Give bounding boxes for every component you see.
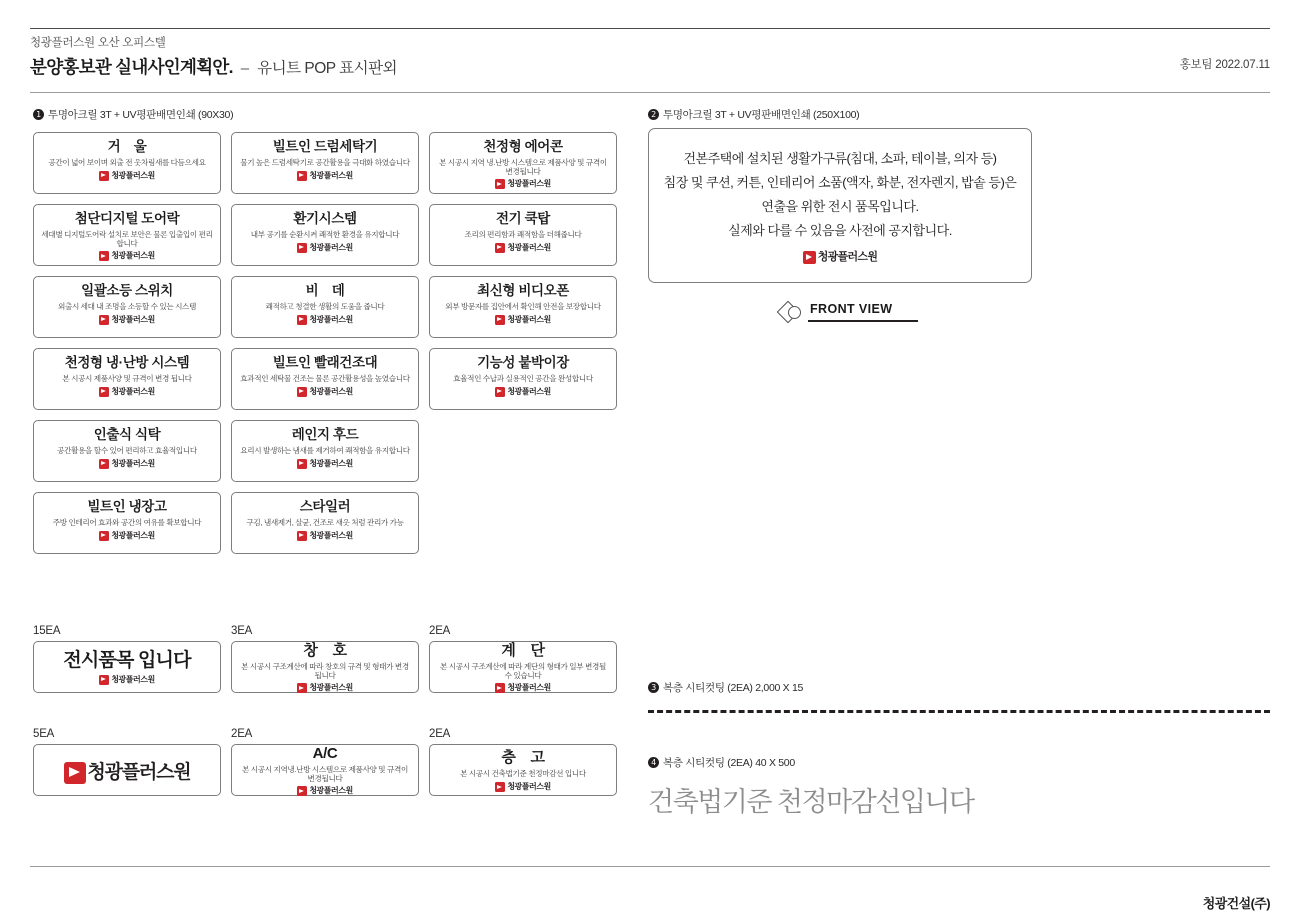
pop-card-title: 스타일러 <box>299 499 351 514</box>
section-2-label: 투명아크릴 3T + UV평판배면인쇄 (250X100) <box>663 109 860 121</box>
brand-mark-icon <box>64 762 86 784</box>
brand-logo-text: 청광플러스원 <box>111 251 155 261</box>
brand-logo <box>297 683 352 693</box>
brand-logo-text: 청광플러스원 <box>309 386 353 396</box>
title-dash: – <box>240 60 250 77</box>
section-4-caption <box>648 755 795 770</box>
pop-card-desc: 본 시공시 지역 냉.난방 시스템으로 제품사양 및 규격이 변경됩니다 <box>439 157 607 176</box>
ea-card-logo[interactable] <box>33 744 221 796</box>
pop-card-title: 최신형 비디오폰 <box>477 283 569 298</box>
brand-mark-icon <box>495 243 505 253</box>
brand-logo <box>64 762 191 784</box>
document-header <box>30 34 1270 79</box>
brand-mark-icon <box>99 251 109 261</box>
ea-card-title: 계 단 <box>501 641 545 659</box>
brand-mark-icon <box>495 387 505 397</box>
pop-card-desc: 세대별 디지털도어락 설치로 보안은 물론 입출입이 편리합니다 <box>41 229 213 248</box>
ea-card[interactable] <box>33 641 221 693</box>
brand-logo <box>495 683 550 693</box>
pop-card[interactable] <box>33 492 221 554</box>
brand-logo <box>495 243 550 253</box>
section-1-number: 1 <box>33 109 44 120</box>
pop-card-desc: 주방 인테리어 효과와 공간의 여유를 확보합니다 <box>52 517 202 527</box>
pop-card-desc: 효과적인 세탁물 건조는 물론 공간활용성을 높였습니다 <box>240 373 410 383</box>
section-4-label: 복층 시티컷팅 (2EA) 40 X 500 <box>663 757 795 769</box>
brand-logo <box>297 387 352 397</box>
brand-logo-text: 청광플러스원 <box>817 251 878 264</box>
notice-line: 연출을 위한 전시 품목입니다. <box>761 199 919 215</box>
brand-logo <box>495 782 550 792</box>
pop-card-title: 빌트인 냉장고 <box>87 499 167 514</box>
pop-card-title: 거 울 <box>107 139 147 154</box>
brand-logo-text: 청광플러스원 <box>111 170 155 180</box>
brand-mark-icon <box>297 786 307 796</box>
circle-icon <box>788 306 801 319</box>
pop-card-desc: 공간이 넓어 보이며 외출 전 옷차림새를 다듬으세요 <box>48 157 206 167</box>
brand-logo-text: 청광플러스원 <box>111 386 155 396</box>
title-line <box>30 54 1270 79</box>
pop-card-desc: 쾌적하고 청결한 생활의 도움을 줍니다 <box>265 301 385 311</box>
section-3-label: 복층 시티컷팅 (2EA) 2,000 X 15 <box>663 682 804 694</box>
ea-card-title: A/C <box>312 744 338 762</box>
pop-card[interactable] <box>429 132 617 194</box>
brand-logo-text: 청광플러스원 <box>507 683 551 693</box>
grid-spacer <box>429 492 617 554</box>
brand-logo-text: 청광플러스원 <box>507 179 551 189</box>
section-1-caption <box>33 107 233 122</box>
ea-quantity: 2EA <box>429 625 451 637</box>
pop-card-grid <box>33 132 619 554</box>
brand-logo <box>297 315 352 325</box>
ea-cell <box>429 728 617 796</box>
ea-card-desc: 본 시공시 지역냉.난방 시스템으로 제품사양 및 규격이 변경됩니다 <box>242 765 408 783</box>
pop-card[interactable] <box>231 348 419 410</box>
brand-logo-text: 청광플러스원 <box>87 762 191 783</box>
ea-quantity: 3EA <box>231 625 253 637</box>
brand-logo <box>297 243 352 253</box>
page-subtitle: 유니트 POP 표시판외 <box>257 60 398 77</box>
brand-logo-text: 청광플러스원 <box>309 683 353 693</box>
ea-cell <box>33 728 221 796</box>
brand-logo <box>99 251 154 261</box>
header-meta: 홍보팀 2022.07.11 <box>1179 59 1270 71</box>
brand-logo <box>99 531 154 541</box>
brand-logo <box>99 387 154 397</box>
ea-quantity: 5EA <box>33 728 55 740</box>
brand-mark-icon <box>297 531 307 541</box>
cut-line-dashed <box>648 710 1270 713</box>
ea-cell <box>231 625 419 693</box>
pop-card[interactable] <box>429 276 617 338</box>
brand-logo <box>99 171 154 181</box>
brand-logo-text: 청광플러스원 <box>309 170 353 180</box>
pop-card-title: 천정형 냉·난방 시스템 <box>64 355 190 370</box>
pop-card-title: 환기시스템 <box>293 211 357 226</box>
ea-card-title: 창 호 <box>303 641 347 659</box>
project-subtitle: 청광플러스원 오산 오피스텔 <box>30 37 166 49</box>
section-3-number: 3 <box>648 682 659 693</box>
ea-card-desc: 본 시공시 구조계산에 따라 계단의 형태가 일부 변경될 수 있습니다 <box>440 662 606 680</box>
notice-line: 건본주택에 설치된 생활가구류(침대, 소파, 테이블, 의자 등) <box>683 151 997 166</box>
ea-quantity: 15EA <box>33 625 61 637</box>
brand-logo <box>99 315 154 325</box>
brand-logo <box>495 315 550 325</box>
pop-card-title: 천정형 에어콘 <box>483 139 563 154</box>
pop-card-desc: 효율적인 수납과 실용적인 공간을 완성합니다 <box>453 373 593 383</box>
notice-line: 실제와 다를 수 있음을 사전에 공지합니다. <box>728 223 952 239</box>
pop-card-title: 전기 쿡탑 <box>496 211 550 226</box>
brand-mark-icon <box>99 387 109 397</box>
pop-card-desc: 내부 공기를 순환시켜 쾌적한 환경을 유지합니다 <box>250 229 400 239</box>
pop-card[interactable] <box>231 492 419 554</box>
brand-logo <box>495 179 550 189</box>
section-1-label: 투명아크릴 3T + UV평판배면인쇄 (90X30) <box>48 109 234 121</box>
brand-logo-text: 청광플러스원 <box>111 314 155 324</box>
pop-card[interactable] <box>231 276 419 338</box>
ea-row-1 <box>33 625 617 693</box>
ea-row-2 <box>33 728 617 796</box>
brand-mark-icon <box>495 782 505 792</box>
header-rule <box>30 92 1270 93</box>
pop-card[interactable] <box>33 276 221 338</box>
brand-mark-icon <box>297 459 307 469</box>
section-2-number: 2 <box>648 109 659 120</box>
pop-card-title: 기능성 붙박이장 <box>477 355 569 370</box>
ea-card-desc: 본 시공시 건축법기준 천정마감선 입니다 <box>460 769 586 779</box>
brand-logo <box>297 171 352 181</box>
brand-mark-icon <box>99 459 109 469</box>
pop-card-desc: 조리의 편리함과 쾌적함을 더해줍니다 <box>464 229 582 239</box>
brand-logo <box>297 786 352 796</box>
notice-line: 침장 및 쿠션, 커튼, 인테리어 소품(액자, 화분, 전자렌지, 밥솥 등)은 <box>663 175 1017 191</box>
brand-mark-icon <box>297 387 307 397</box>
pop-card-title: 빌트인 드럼세탁기 <box>272 139 378 154</box>
ceiling-note-text: 건축법기준 천정마감선입니다 <box>648 787 974 817</box>
brand-mark-icon <box>803 251 816 264</box>
top-rule <box>30 28 1270 29</box>
grid-spacer <box>429 420 617 482</box>
brand-logo <box>803 251 878 264</box>
brand-logo-text: 청광플러스원 <box>309 458 353 468</box>
pop-card[interactable] <box>33 348 221 410</box>
brand-logo-text: 청광플러스원 <box>309 786 353 796</box>
brand-logo-text: 청광플러스원 <box>507 242 551 252</box>
pop-card-desc: 본 시공시 제품사양 및 규격이 변경 됩니다 <box>62 373 192 383</box>
pop-card[interactable] <box>429 348 617 410</box>
pop-card[interactable] <box>429 204 617 266</box>
notice-panel[interactable] <box>648 128 1032 283</box>
brand-mark-icon <box>297 171 307 181</box>
ea-card[interactable] <box>231 744 419 796</box>
brand-logo-text: 청광플러스원 <box>309 242 353 252</box>
page-title: 분양홍보관 실내사인계획안. <box>30 57 233 77</box>
pop-card-title: 인출식 식탁 <box>93 427 161 442</box>
pop-card-desc: 외출시 세대 내 조명을 소등할 수 있는 시스템 <box>57 301 197 311</box>
ea-cell <box>429 625 617 693</box>
pop-card-desc: 물기 높은 드럼세탁기로 공간활용을 극대화 하였습니다 <box>240 157 410 167</box>
pop-card[interactable] <box>33 420 221 482</box>
footer-rule <box>30 866 1270 867</box>
pop-card-title: 레인지 후드 <box>291 427 359 442</box>
pop-card[interactable] <box>33 132 221 194</box>
ea-card[interactable] <box>231 641 419 693</box>
brand-mark-icon <box>495 315 505 325</box>
section-4-number: 4 <box>648 757 659 768</box>
ea-cell <box>33 625 221 693</box>
ea-card-title: 층 고 <box>501 748 545 766</box>
brand-logo <box>99 675 154 685</box>
brand-logo-text: 청광플러스원 <box>309 530 353 540</box>
brand-logo-text: 청광플러스원 <box>309 314 353 324</box>
brand-logo <box>99 459 154 469</box>
brand-mark-icon <box>99 675 109 685</box>
pop-card-title: 일괄소등 스위치 <box>81 283 173 298</box>
brand-mark-icon <box>297 243 307 253</box>
ea-card-desc: 본 시공시 구조계산에 따라 창호의 규격 및 형태가 변경됩니다 <box>241 662 409 680</box>
brand-mark-icon <box>99 531 109 541</box>
ea-card[interactable] <box>429 744 617 796</box>
brand-mark-icon <box>99 171 109 181</box>
pop-card-title: 빌트인 빨래건조대 <box>272 355 378 370</box>
brand-logo-text: 청광플러스원 <box>111 674 155 684</box>
pop-card-title: 첨단디지털 도어락 <box>74 211 180 226</box>
pop-card[interactable] <box>231 132 419 194</box>
brand-logo <box>297 531 352 541</box>
brand-mark-icon <box>297 315 307 325</box>
section-3-caption <box>648 680 803 695</box>
brand-logo-text: 청광플러스원 <box>111 530 155 540</box>
pop-card-desc: 외부 방문자를 집안에서 확인해 안전을 보장합니다 <box>445 301 601 311</box>
front-view-label: FRONT VIEW <box>810 302 893 316</box>
pop-card[interactable] <box>231 204 419 266</box>
section-2-caption <box>648 107 859 122</box>
pop-card-desc: 요리시 발생하는 냄새를 제거하여 쾌적함을 유지합니다 <box>240 445 410 455</box>
brand-logo <box>495 387 550 397</box>
footer-company-name: 청광건설(주) <box>1202 896 1270 911</box>
ea-quantity: 2EA <box>429 728 451 740</box>
pop-card-desc: 구김, 냄새제거, 살균, 건조로 새옷 처럼 관리가 가능 <box>246 517 404 527</box>
front-view-marker <box>780 300 920 328</box>
ea-card[interactable] <box>429 641 617 693</box>
pop-card[interactable] <box>231 420 419 482</box>
brand-logo-text: 청광플러스원 <box>507 314 551 324</box>
brand-mark-icon <box>99 315 109 325</box>
ea-quantity: 2EA <box>231 728 253 740</box>
pop-card[interactable] <box>33 204 221 266</box>
brand-logo <box>297 459 352 469</box>
brand-logo-text: 청광플러스원 <box>507 386 551 396</box>
front-view-underline <box>808 320 918 322</box>
brand-mark-icon <box>495 683 505 693</box>
pop-card-desc: 공간활용을 할수 있어 편리하고 효율적입니다 <box>57 445 197 455</box>
brand-logo-text: 청광플러스원 <box>507 782 551 792</box>
brand-mark-icon <box>495 179 505 189</box>
brand-mark-icon <box>297 683 307 693</box>
brand-logo-text: 청광플러스원 <box>111 458 155 468</box>
ea-cell <box>231 728 419 796</box>
pop-card-title: 비 데 <box>305 283 345 298</box>
ea-card-title: 전시품목 입니다 <box>63 650 191 672</box>
